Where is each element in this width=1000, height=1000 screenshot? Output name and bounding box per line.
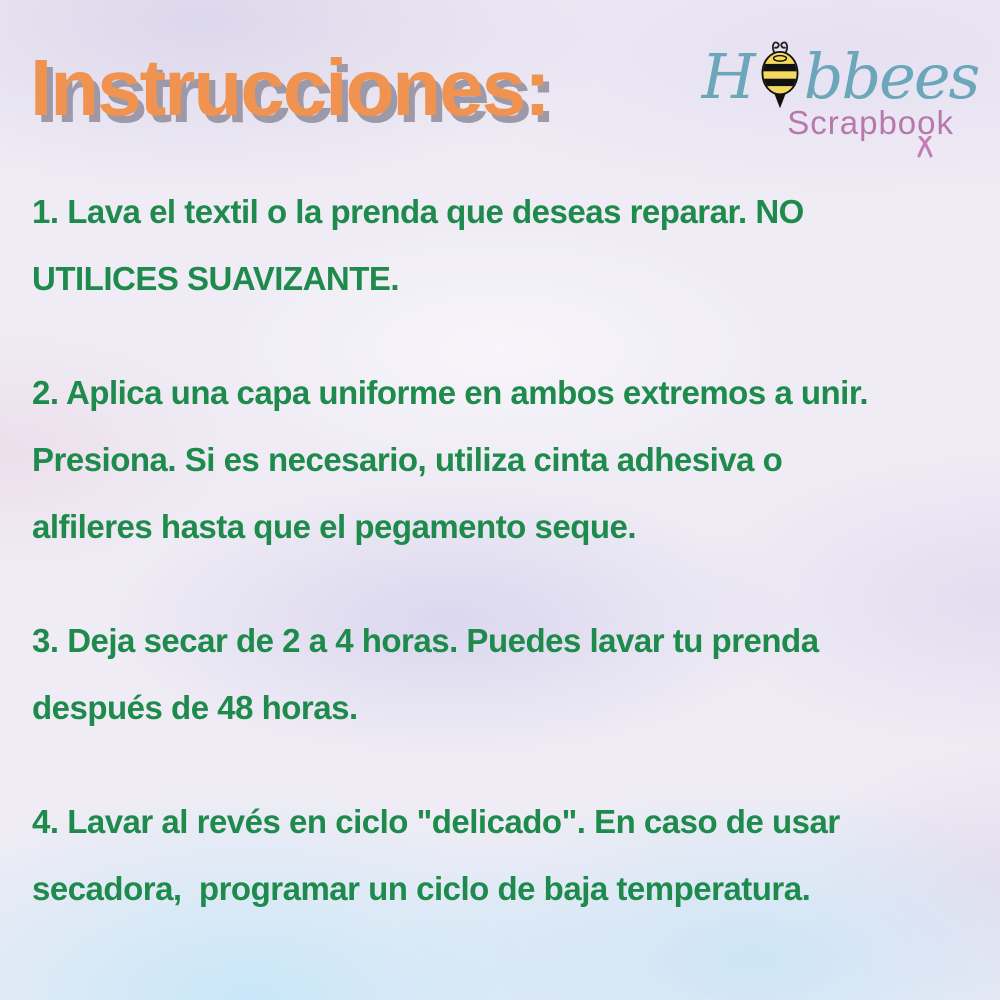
instruction-list xyxy=(32,178,977,969)
step-line: 1. Lava el textil o la prenda que deseas reparar. NO xyxy=(32,193,804,230)
instruction-step-3 xyxy=(32,607,977,741)
logo-subtitle-text: Scrapbook xyxy=(787,104,954,141)
bee-icon xyxy=(752,38,808,112)
awareness-ribbon-icon xyxy=(916,136,934,158)
brand-logo xyxy=(701,40,979,142)
logo-letters-bbees: bbees xyxy=(803,40,979,113)
logo-wordmark xyxy=(701,40,979,114)
instruction-step-4 xyxy=(32,788,977,922)
step-line: Presiona. Si es necesario, utiliza cinta adhesiva o xyxy=(32,441,783,478)
step-line: alfileres hasta que el pegamento seque. xyxy=(32,508,637,545)
step-line: después de 48 horas. xyxy=(32,689,358,726)
logo-letter-h: H xyxy=(701,40,756,113)
step-line: 2. Aplica una capa uniforme en ambos extremos a unir. xyxy=(32,374,869,411)
step-line: 3. Deja secar de 2 a 4 horas. Puedes lavar tu prenda xyxy=(32,622,819,659)
instruction-step-2 xyxy=(32,359,977,560)
page-title: Instrucciones: xyxy=(30,43,549,132)
step-line: secadora, programar un ciclo de baja temperatura. xyxy=(32,870,811,907)
step-line: 4. Lavar al revés en ciclo "delicado". En caso de usar xyxy=(32,803,840,840)
instruction-step-1 xyxy=(32,178,977,312)
logo-subtitle xyxy=(720,104,960,142)
step-line: UTILICES SUAVIZANTE. xyxy=(32,260,400,297)
